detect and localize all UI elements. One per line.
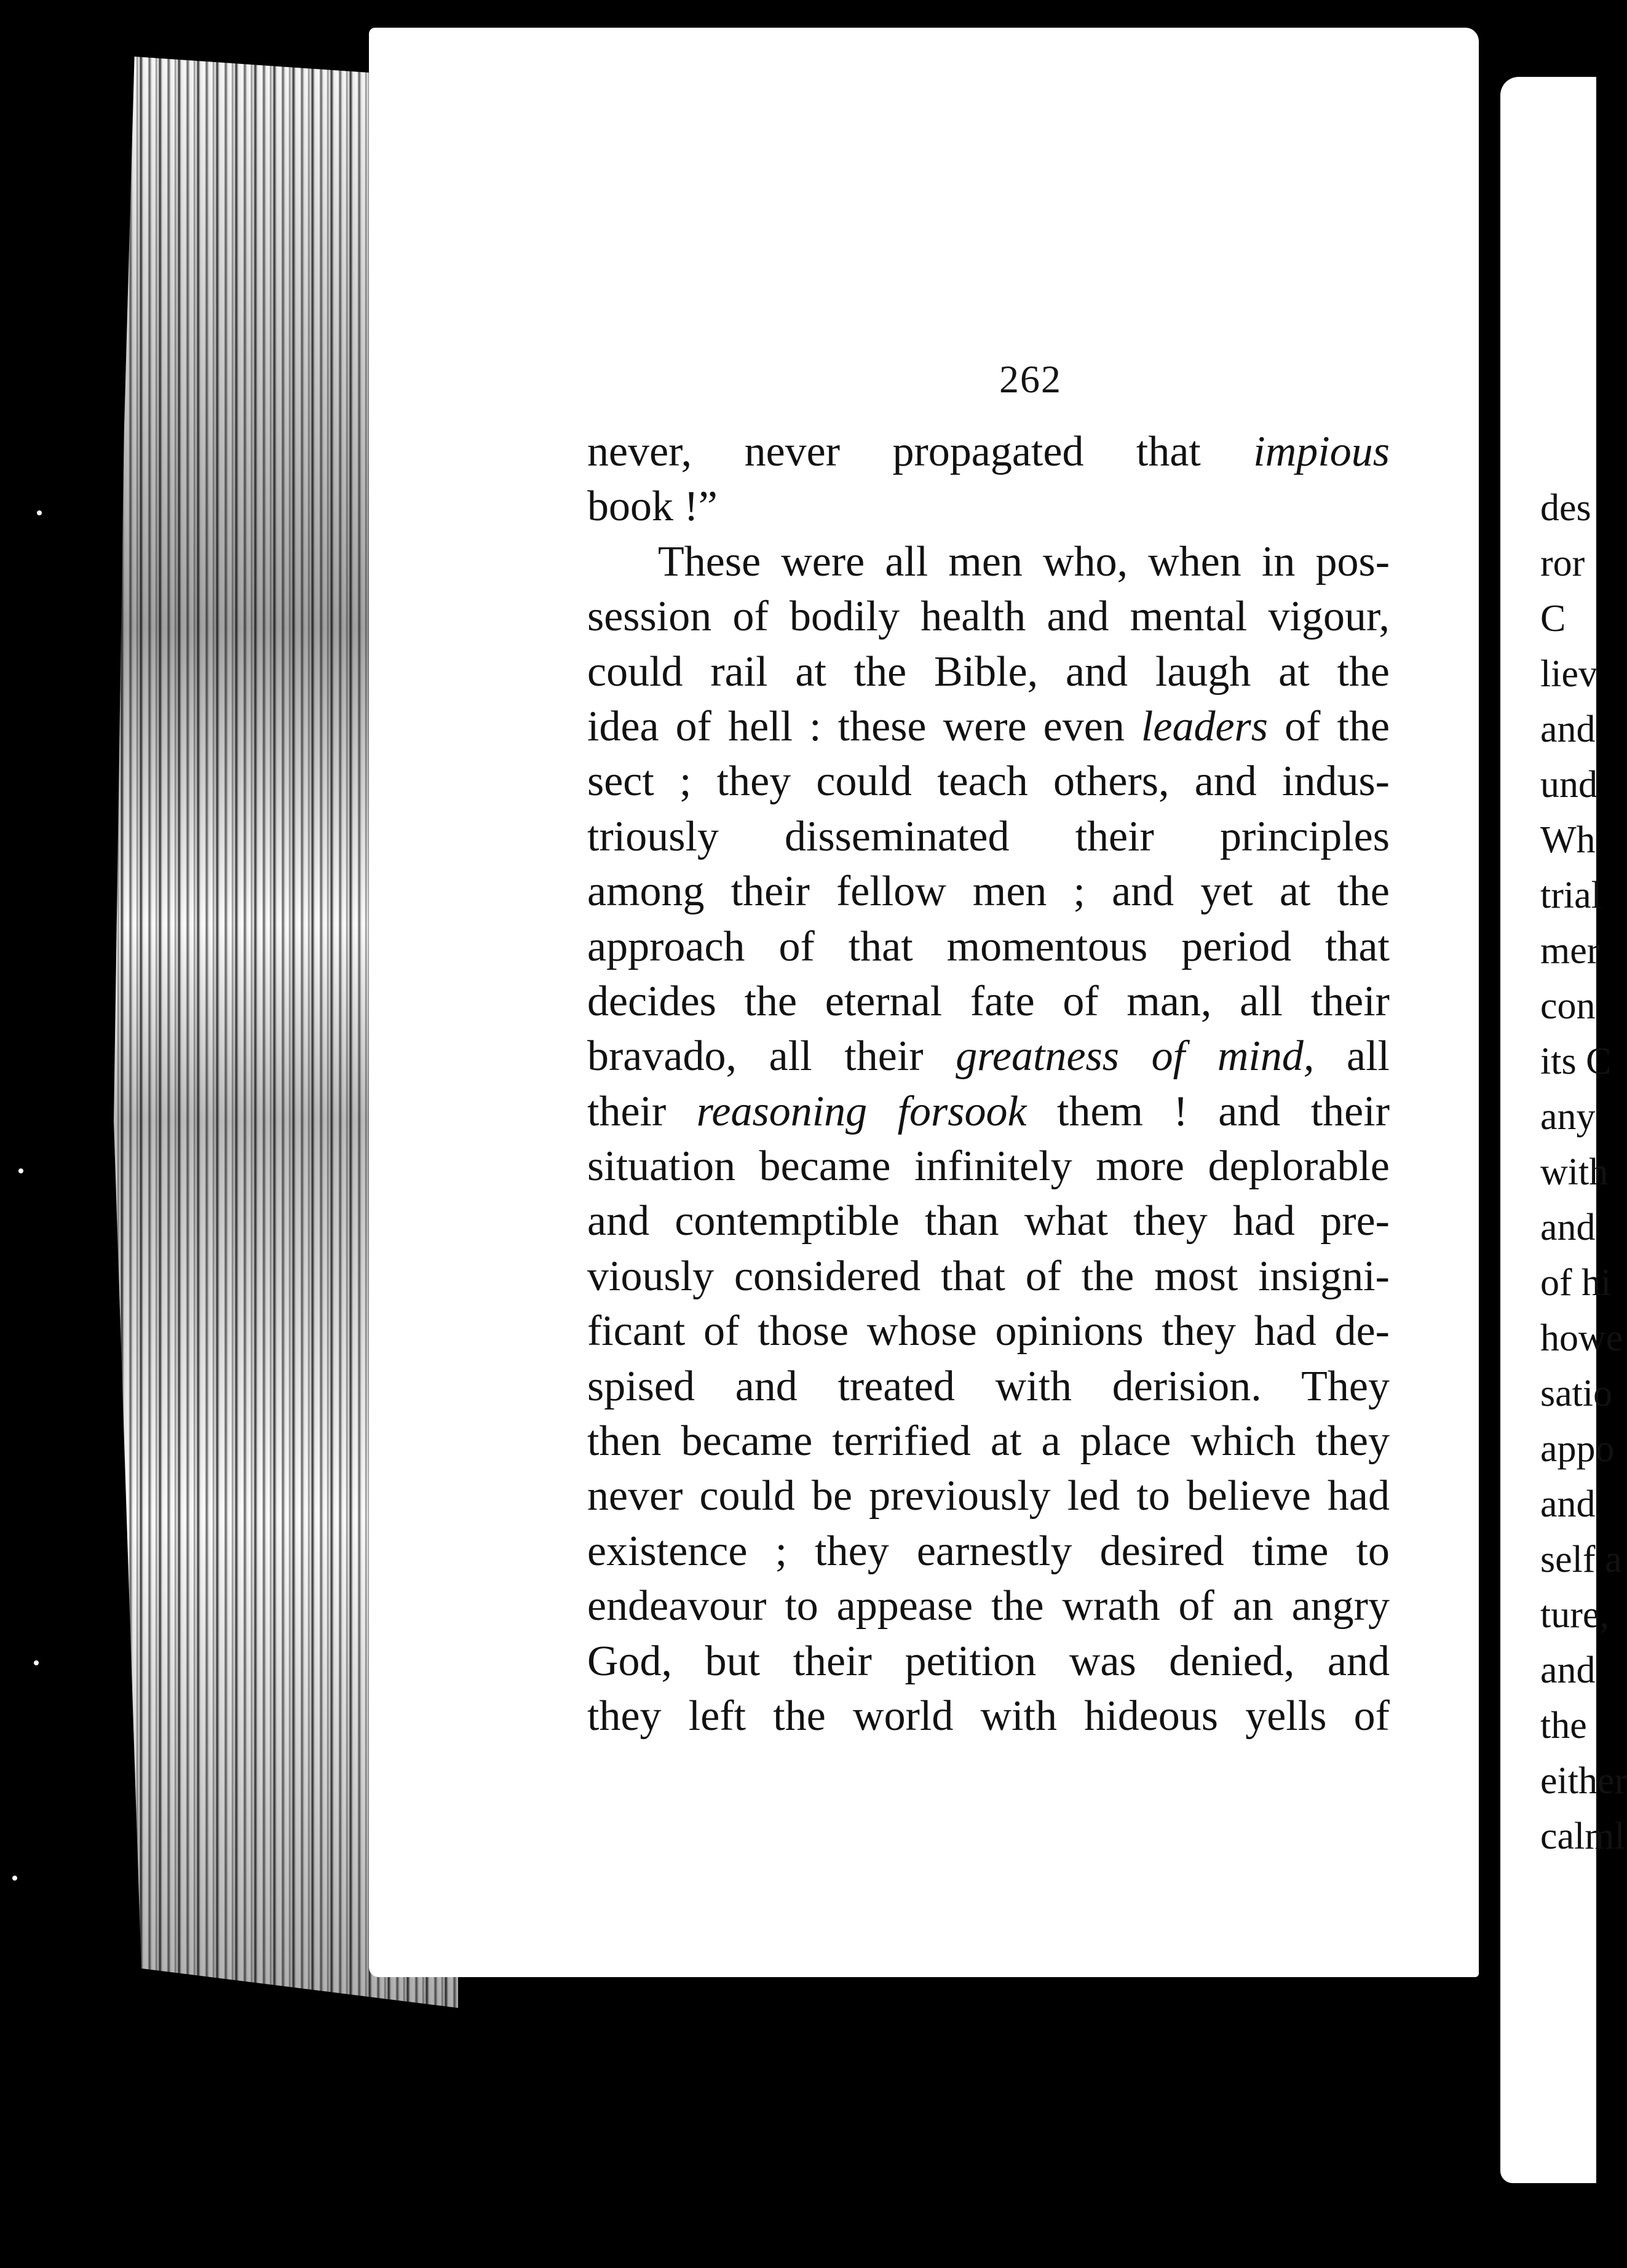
facing-page-line: ture, bbox=[1540, 1594, 1609, 1636]
text-run: sect ; they could teach others, and indus- bbox=[587, 758, 1390, 806]
italic-text-run: reasoning forsook bbox=[696, 1087, 1027, 1135]
text-line bbox=[587, 1524, 1390, 1579]
text-run: never, never propagated that bbox=[587, 428, 1254, 475]
text-line bbox=[587, 974, 1390, 1029]
italic-text-run: greatness of mind, bbox=[956, 1033, 1315, 1080]
text-run: ficant of those whose opinions they had de- bbox=[587, 1307, 1390, 1355]
italic-text-run: leaders bbox=[1141, 702, 1268, 750]
text-line bbox=[587, 1194, 1390, 1248]
text-run: idea of hell : these were even bbox=[587, 702, 1141, 750]
scan-speck bbox=[34, 1660, 39, 1665]
facing-page-line: its C bbox=[1540, 1041, 1612, 1082]
text-run: they left the world with hideous yells of bbox=[587, 1692, 1390, 1740]
text-run: These were all men who, when in pos- bbox=[658, 537, 1390, 585]
facing-page-line: C bbox=[1540, 598, 1566, 640]
text-run: book !” bbox=[587, 483, 718, 531]
text-run: bravado, all their bbox=[587, 1033, 956, 1080]
text-line bbox=[587, 589, 1390, 644]
text-line bbox=[587, 1029, 1390, 1084]
facing-page-line: calml bbox=[1540, 1815, 1625, 1857]
facing-page-line: self a bbox=[1540, 1539, 1622, 1580]
facing-page-line: appo bbox=[1540, 1428, 1615, 1470]
facing-page-line: and bbox=[1540, 1483, 1596, 1525]
text-run: situation became infinitely more deplorable bbox=[587, 1143, 1390, 1191]
text-run: decides the eternal fate of man, all their bbox=[587, 977, 1390, 1025]
text-run: existence ; they earnestly desired time to bbox=[587, 1527, 1390, 1575]
text-line bbox=[587, 1084, 1390, 1139]
facing-page-line: satio bbox=[1540, 1373, 1613, 1414]
facing-page-line: mer bbox=[1540, 930, 1600, 972]
text-run: their bbox=[587, 1087, 697, 1135]
text-line bbox=[587, 424, 1390, 479]
facing-page-line: the bbox=[1540, 1705, 1587, 1747]
facing-page-line: trial bbox=[1540, 874, 1602, 916]
facing-page-line: and bbox=[1540, 1207, 1596, 1248]
page-number: 262 bbox=[999, 357, 1062, 401]
text-run: never could be previously led to believe had bbox=[587, 1472, 1390, 1520]
text-run: approach of that momentous period that bbox=[587, 922, 1390, 970]
text-run: could rail at the Bible, and laugh at the bbox=[587, 648, 1390, 696]
text-line bbox=[587, 1304, 1390, 1358]
facing-page-line: liev bbox=[1540, 653, 1597, 695]
text-run: among their fellow men ; and yet at the bbox=[587, 868, 1390, 916]
text-run: session of bodily health and mental vigour, bbox=[587, 593, 1390, 641]
facing-page-line: with bbox=[1540, 1151, 1609, 1193]
facing-page-line: Wh bbox=[1540, 819, 1596, 861]
text-run: God, but their petition was denied, and bbox=[587, 1637, 1390, 1685]
text-line bbox=[587, 644, 1390, 699]
text-line bbox=[587, 1359, 1390, 1414]
text-run: then became terrified at a place which they bbox=[587, 1418, 1390, 1465]
page-body-text bbox=[587, 424, 1390, 1743]
facing-page-line: either bbox=[1540, 1760, 1627, 1802]
text-line bbox=[587, 1249, 1390, 1304]
text-run: all bbox=[1314, 1033, 1390, 1080]
text-run: triously disseminated their principles bbox=[587, 812, 1390, 860]
scan-speck bbox=[12, 1876, 17, 1881]
scan-speck bbox=[37, 510, 42, 515]
facing-page-line: und bbox=[1540, 764, 1597, 806]
facing-page-line: of hi bbox=[1540, 1262, 1612, 1304]
text-line bbox=[587, 1139, 1390, 1194]
text-run: of the bbox=[1268, 702, 1390, 750]
facing-page-line: any bbox=[1540, 1096, 1596, 1138]
italic-text-run: impious bbox=[1253, 428, 1390, 475]
facing-page-line: des bbox=[1540, 487, 1591, 529]
scan-speck bbox=[18, 1168, 23, 1173]
facing-page-line: howe bbox=[1540, 1317, 1623, 1359]
facing-page-line: ror bbox=[1540, 542, 1585, 584]
text-line bbox=[587, 699, 1390, 754]
text-run: viously considered that of the most insigni- bbox=[587, 1252, 1390, 1300]
text-line bbox=[587, 864, 1390, 919]
text-line bbox=[587, 479, 1390, 534]
text-line bbox=[587, 1579, 1390, 1633]
text-line bbox=[587, 1634, 1390, 1689]
text-line bbox=[587, 1469, 1390, 1523]
text-run: them ! and their bbox=[1026, 1087, 1390, 1135]
text-line bbox=[587, 919, 1390, 974]
facing-page-line: and bbox=[1540, 1649, 1596, 1691]
text-run: and contemptible than what they had pre- bbox=[587, 1197, 1390, 1245]
text-line bbox=[587, 1414, 1390, 1469]
facing-page-line: con bbox=[1540, 985, 1596, 1027]
facing-page-line: and bbox=[1540, 708, 1596, 750]
text-run: spised and treated with derision. They bbox=[587, 1362, 1390, 1410]
text-line bbox=[587, 809, 1390, 864]
text-line bbox=[587, 754, 1390, 809]
text-line bbox=[587, 534, 1390, 589]
text-line bbox=[587, 1689, 1390, 1743]
text-run: endeavour to appease the wrath of an angry bbox=[587, 1582, 1390, 1630]
